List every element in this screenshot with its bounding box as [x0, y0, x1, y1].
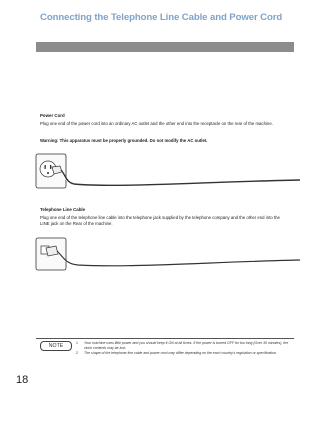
note-number: 1: [76, 341, 78, 345]
power-cord-illustration: [0, 152, 300, 194]
telephone-cable-illustration: [0, 234, 300, 276]
note-badge: NOTE: [40, 341, 72, 351]
note-number: 2: [76, 350, 78, 355]
note-item: [76, 351, 292, 356]
note-item: [76, 341, 292, 351]
note-list: [76, 341, 292, 356]
note-divider: [36, 338, 294, 339]
power-cord-text: Plug one end of the power cord into an ordinary AC outlet and the other end into the receptacle on the rear of the machine.: [40, 121, 273, 126]
note-text: Your machine uses little power and you should keep it ON at all times. If the power is turned OFF for too long (Over 30 minutes), the clock contents may be lost.: [84, 341, 289, 350]
page-title: Connecting the Telephone Line Cable and Power Cord: [40, 12, 283, 23]
note-text: The shape of the telephone line cable and power cord may differ depending on the each country's regulation or specification.: [84, 350, 277, 355]
power-cord-heading: Power Cord: [40, 113, 65, 118]
header-banner: [36, 42, 294, 52]
page-number: 18: [16, 374, 29, 386]
telephone-line-text: Plug one end of the telephone line cable into the telephone jack supplied by the telephone company and the other end into the LINE jack on the Rear of the machine.: [40, 215, 280, 227]
telephone-cable: [57, 251, 300, 266]
modular-plug: [46, 246, 58, 256]
telephone-line-heading: Telephone Line Cable: [40, 207, 86, 212]
power-cord-warning: Warning: This apparatus must be properly grounded. Do not modify the AC outlet.: [40, 138, 208, 143]
power-cable: [61, 170, 300, 185]
